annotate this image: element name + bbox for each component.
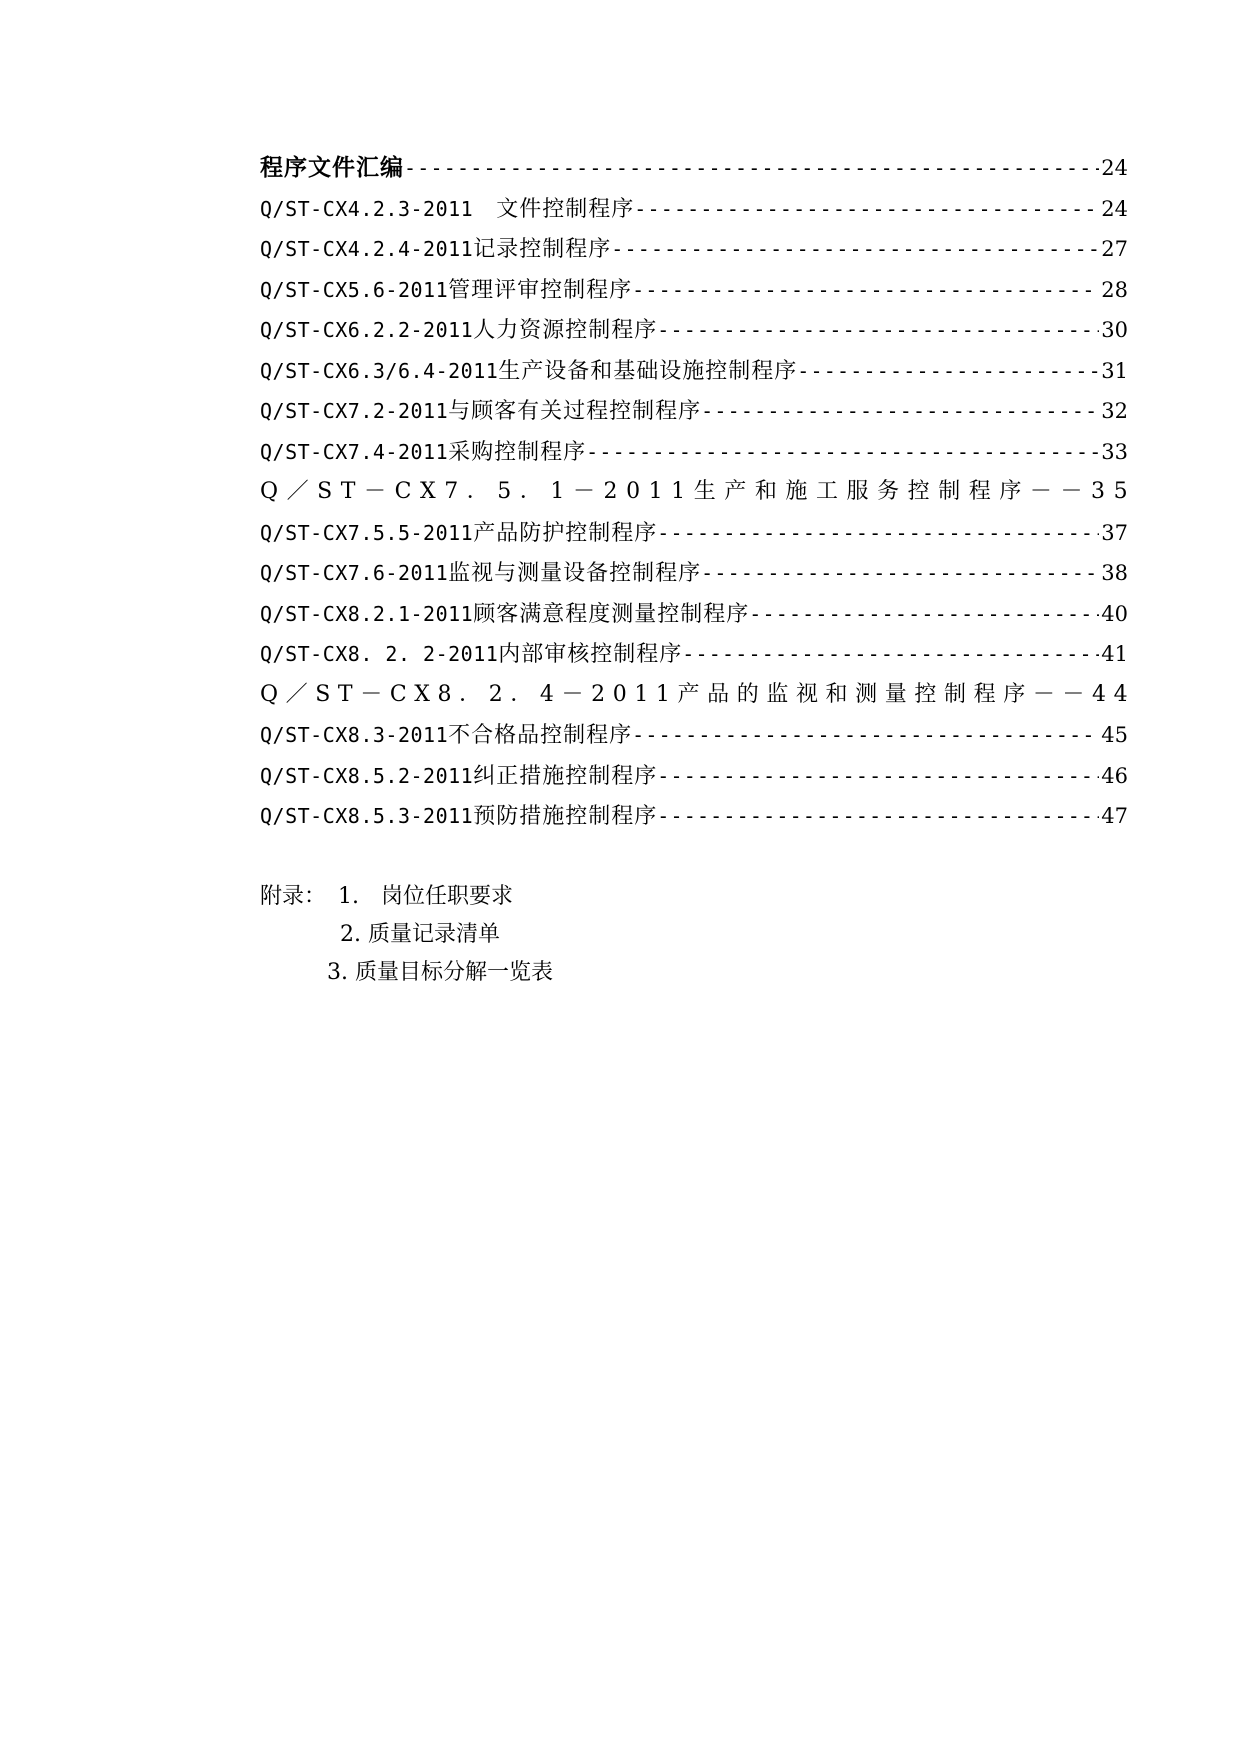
toc-spaced-char: 量	[884, 681, 907, 707]
toc-leader	[749, 594, 1099, 635]
toc-leader	[701, 553, 1099, 594]
toc-entry-title: 监视与测量设备控制程序	[448, 561, 702, 586]
toc-spaced-char: 5	[497, 479, 512, 504]
toc-spaced-char: 监	[766, 681, 789, 707]
toc-heading: 程序文件汇编	[260, 155, 404, 181]
toc-entry	[260, 432, 1128, 473]
toc-spaced-char: 制	[938, 479, 961, 504]
toc-entry-code: Q/ST-CX7.2-2011	[260, 399, 449, 423]
toc-entry-title: 纠正措施控制程序	[473, 763, 658, 789]
toc-spaced-char: 4	[1113, 681, 1128, 707]
toc-entry-spaced-text	[260, 472, 1128, 513]
toc-spaced-char: Q	[260, 479, 279, 504]
appendix-item: 3. 质量目标分解一览表	[327, 960, 553, 985]
toc-spaced-char: 服	[846, 479, 869, 504]
toc-page-number: 24	[1101, 196, 1128, 221]
toc-spaced-char: 7	[444, 479, 459, 504]
toc-spaced-char: －	[360, 681, 383, 707]
toc-entry	[260, 796, 1128, 837]
toc-entry-spaced-text	[260, 675, 1128, 716]
toc-entry-title: 不合格品控制程序	[448, 723, 633, 748]
toc-spaced-char: 务	[877, 479, 900, 504]
toc-spaced-char: 序	[1003, 681, 1026, 707]
toc-page-number: 30	[1101, 318, 1128, 342]
toc-entry	[260, 189, 1128, 230]
toc-page-number: 31	[1101, 358, 1128, 383]
toc-entry-title: 与顾客有关过程控制程序	[448, 399, 702, 424]
toc-spaced-char: 制	[943, 681, 966, 707]
toc-page-number: 46	[1101, 763, 1128, 788]
toc-leader	[611, 229, 1099, 270]
toc-entry-code: Q/ST-CX8.2.1-2011	[260, 601, 474, 626]
appendix-row	[260, 954, 553, 992]
toc-entry-code: Q/ST-CX8.5.3-2011	[260, 804, 474, 828]
appendix-row	[260, 916, 553, 954]
toc-page-number: 24	[1101, 156, 1128, 180]
toc-entry	[260, 310, 1128, 351]
toc-entry	[260, 634, 1128, 675]
toc-entry	[260, 553, 1128, 594]
toc-spaced-char: ／	[285, 681, 308, 707]
toc-entry	[260, 715, 1128, 756]
toc-heading-line	[260, 148, 1128, 189]
toc-spaced-char: －	[1062, 681, 1085, 707]
toc-entry-code: Q/ST-CX6.2.2-2011	[260, 318, 474, 342]
toc-page-number: 47	[1101, 804, 1128, 828]
toc-page-number: 28	[1101, 277, 1128, 302]
toc-leader	[634, 189, 1099, 230]
toc-entry	[260, 229, 1128, 270]
toc-spaced-char: 和	[825, 681, 848, 707]
toc-spaced-char: －	[1060, 479, 1083, 504]
toc-spaced-char: ／	[286, 479, 309, 504]
toc-entry-code: Q/ST-CX7.4-2011	[260, 439, 449, 464]
toc-spaced-char: 产	[724, 479, 747, 504]
toc-entry-code: Q/ST-CX8. 2. 2-2011	[260, 642, 499, 666]
toc-leader	[701, 391, 1099, 432]
toc-entry-title: 人力资源控制程序	[473, 318, 658, 343]
toc-entry-title: 生产设备和基础设施控制程序	[498, 358, 798, 384]
toc-page-number: 32	[1101, 399, 1128, 423]
toc-spaced-char: 1	[634, 681, 649, 707]
toc-leader	[657, 756, 1099, 797]
toc-leader	[586, 432, 1099, 473]
toc-spaced-char: 视	[795, 681, 818, 707]
toc-spaced-char: T	[340, 479, 356, 504]
toc-entry-title: 记录控制程序	[473, 237, 612, 262]
toc-page-number: 40	[1101, 601, 1128, 626]
toc-spaced-char: 产	[677, 681, 700, 707]
toc-spaced-char: 4	[539, 681, 554, 707]
toc-page-number: 33	[1101, 439, 1128, 464]
toc-leader	[632, 715, 1099, 756]
toc-spaced-char: －	[572, 479, 595, 504]
toc-spaced-char: Q	[260, 681, 279, 707]
toc-spaced-char: 2	[603, 479, 618, 504]
toc-spaced-char: X	[414, 681, 430, 707]
toc-page-number: 45	[1101, 723, 1128, 747]
toc-spaced-char: －	[1032, 681, 1055, 707]
toc-spaced-char: ．	[459, 681, 482, 707]
toc-spaced-char: －	[364, 479, 387, 504]
toc-spaced-char: 程	[968, 479, 991, 504]
toc-spaced-char: 1	[655, 681, 670, 707]
toc-spaced-char: 4	[1092, 681, 1107, 707]
table-of-contents	[260, 148, 1128, 837]
toc-leader	[404, 148, 1099, 189]
toc-entry-code: Q/ST-CX7.5.5-2011	[260, 520, 474, 545]
toc-spaced-char: 1	[550, 479, 565, 504]
toc-leader	[682, 634, 1099, 675]
toc-spaced-char: 1	[648, 479, 663, 504]
toc-spaced-char: ．	[510, 681, 533, 707]
toc-spaced-char: ．	[519, 479, 542, 504]
toc-spaced-char: T	[337, 681, 353, 707]
toc-spaced-char: 控	[914, 681, 937, 707]
toc-spaced-char: 程	[973, 681, 996, 707]
toc-spaced-char: C	[394, 479, 412, 504]
toc-leader	[657, 310, 1099, 351]
toc-spaced-char: 的	[736, 681, 759, 707]
toc-spaced-char: 品	[707, 681, 730, 707]
toc-entry	[260, 270, 1128, 311]
toc-spaced-char: 施	[785, 479, 808, 504]
appendix-row	[260, 878, 553, 916]
toc-leader	[657, 796, 1099, 837]
toc-entry-title: 文件控制程序	[473, 196, 635, 222]
toc-spaced-char: 工	[815, 479, 838, 504]
toc-leader	[632, 270, 1099, 311]
appendix-section	[260, 878, 553, 992]
toc-spaced-char: 8	[437, 681, 452, 707]
toc-spaced-char: 和	[754, 479, 777, 504]
toc-leader	[797, 351, 1099, 392]
toc-page-number: 41	[1101, 642, 1128, 666]
toc-spaced-char: 生	[693, 479, 716, 504]
toc-page-number: 38	[1101, 561, 1128, 585]
toc-entry-code: Q/ST-CX4.2.4-2011	[260, 237, 474, 261]
toc-entry-code: Q/ST-CX7.6-2011	[260, 561, 449, 585]
toc-entry-title: 采购控制程序	[448, 439, 587, 465]
toc-spaced-char: 1	[671, 479, 686, 504]
toc-page-number: 37	[1101, 520, 1128, 545]
toc-entry	[260, 351, 1128, 392]
toc-entry-spaced	[260, 675, 1128, 716]
toc-spaced-char: S	[315, 681, 331, 707]
toc-entry-spaced	[260, 472, 1128, 513]
toc-spaced-char: 0	[612, 681, 627, 707]
appendix-item: 1. 岗位任职要求	[338, 884, 513, 909]
toc-leader	[657, 513, 1099, 554]
toc-entry-code: Q/ST-CX6.3/6.4-2011	[260, 358, 499, 383]
toc-entry	[260, 594, 1128, 635]
toc-spaced-char: 0	[626, 479, 641, 504]
toc-spaced-char: 5	[1113, 479, 1128, 504]
toc-entry-code: Q/ST-CX4.2.3-2011	[260, 196, 474, 221]
toc-entry-code: Q/ST-CX8.3-2011	[260, 723, 449, 747]
toc-entry-code: Q/ST-CX8.5.2-2011	[260, 763, 474, 788]
toc-entry-title: 产品防护控制程序	[473, 520, 658, 546]
toc-spaced-char: 控	[907, 479, 930, 504]
appendix-item: 2. 质量记录清单	[340, 922, 500, 947]
toc-entry-title: 内部审核控制程序	[498, 642, 683, 667]
toc-spaced-char: 序	[999, 479, 1022, 504]
toc-entry	[260, 756, 1128, 797]
toc-entry-title: 管理评审控制程序	[448, 277, 633, 303]
toc-spaced-char: －	[1029, 479, 1052, 504]
toc-spaced-char: X	[419, 479, 436, 504]
toc-spaced-char: 3	[1091, 479, 1106, 504]
toc-spaced-char: S	[317, 479, 333, 504]
toc-entry-title: 预防措施控制程序	[473, 804, 658, 829]
toc-spaced-char: 2	[591, 681, 606, 707]
toc-page-number: 27	[1101, 237, 1128, 261]
toc-spaced-char: C	[389, 681, 407, 707]
toc-spaced-char: 测	[855, 681, 878, 707]
toc-entry-title: 顾客满意程度测量控制程序	[473, 601, 750, 627]
toc-entry	[260, 391, 1128, 432]
toc-spaced-char: ．	[466, 479, 489, 504]
toc-spaced-char: 2	[488, 681, 503, 707]
toc-entry-code: Q/ST-CX5.6-2011	[260, 277, 449, 302]
toc-spaced-char: －	[561, 681, 584, 707]
appendix-label: 附录：	[260, 884, 327, 909]
toc-entry	[260, 513, 1128, 554]
